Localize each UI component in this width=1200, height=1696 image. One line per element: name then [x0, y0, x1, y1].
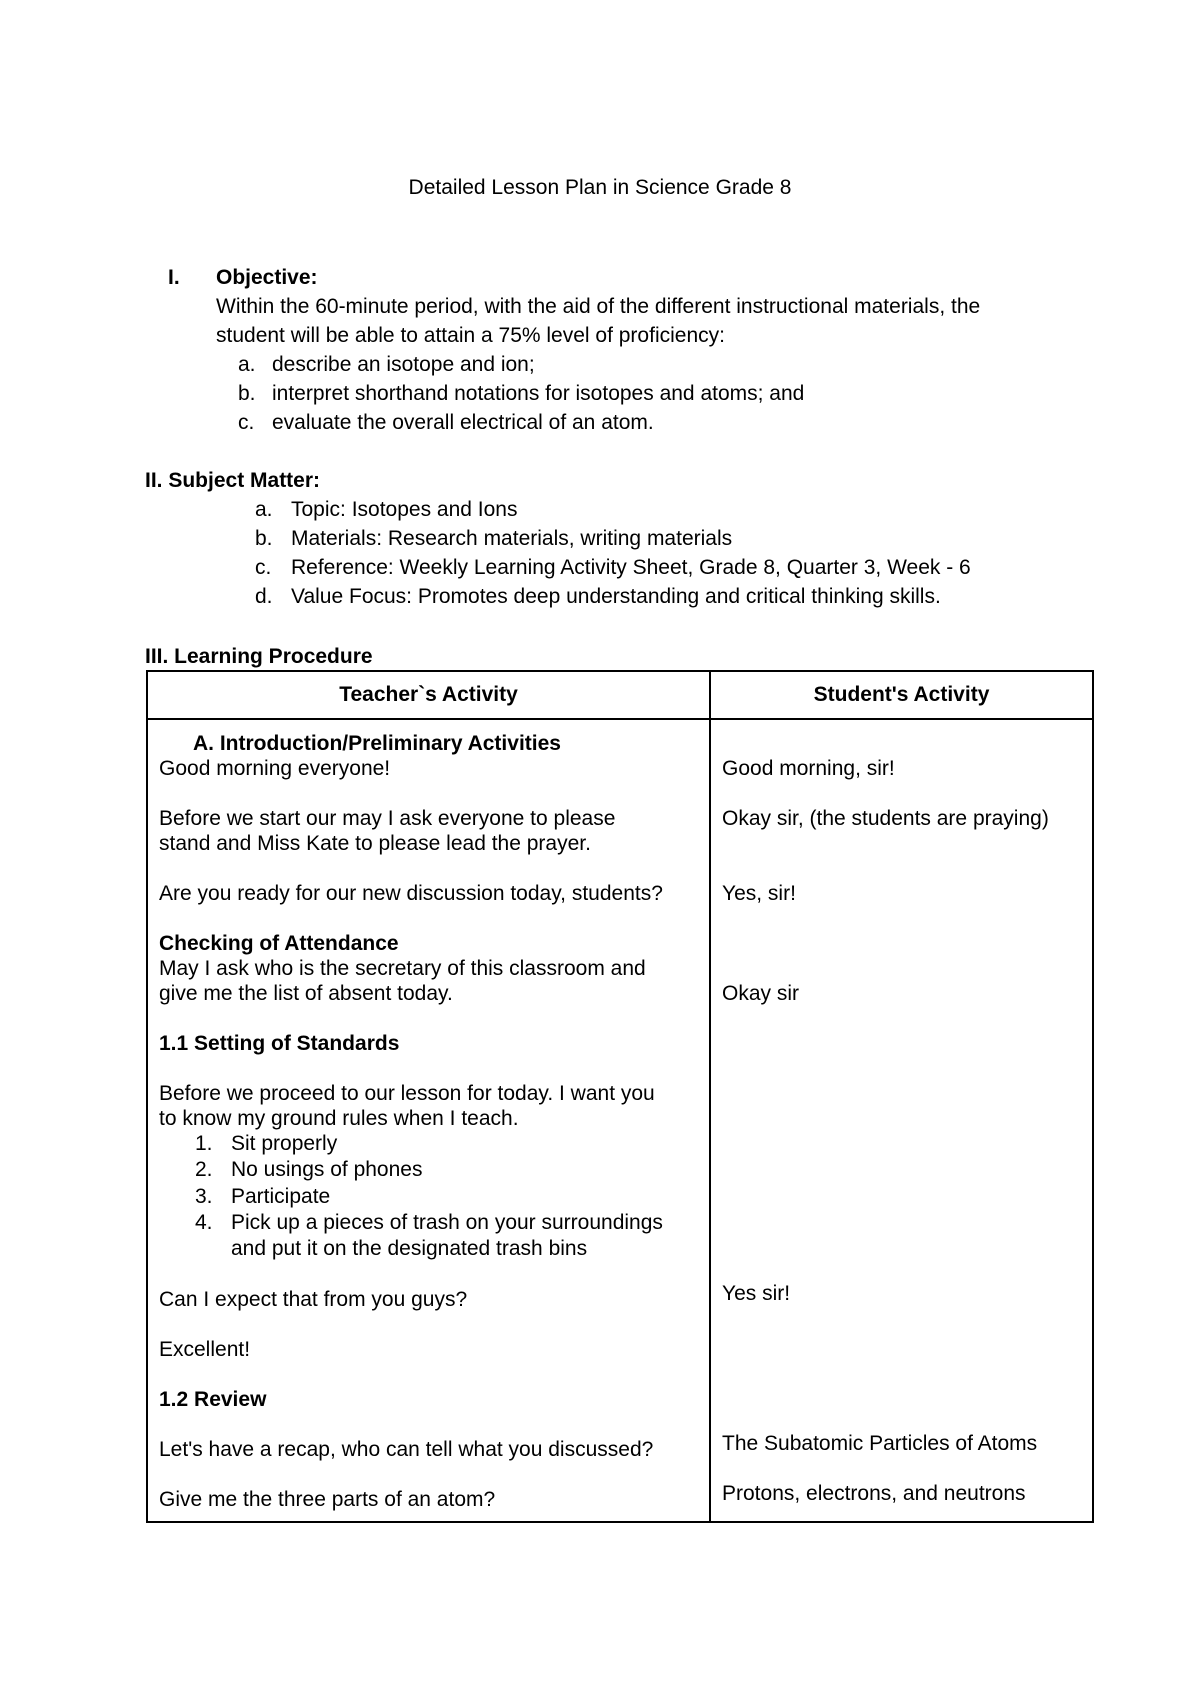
table-header-row — [147, 671, 1093, 719]
subject-matter-item: a. Topic: Isotopes and Ions — [255, 498, 518, 521]
student-line: The Subatomic Particles of Atoms — [722, 1432, 1038, 1455]
teacher-line: to know my ground rules when I teach. — [159, 1107, 519, 1130]
objective-intro-line: student will be able to attain a 75% level of proficiency: — [216, 324, 725, 347]
objective-intro-line: Within the 60-minute period, with the aid of the different instructional materials, the — [216, 295, 981, 318]
teacher-line: Are you ready for our new discussion today, students? — [159, 882, 663, 905]
subject-matter-item: d. Value Focus: Promotes deep understanding and critical thinking skills. — [255, 585, 941, 608]
ground-rule-item: 3. Participate — [195, 1184, 331, 1208]
student-line: Yes sir! — [722, 1282, 791, 1305]
objective-numeral: I. — [168, 266, 180, 289]
introduction-heading: A. Introduction/Preliminary Activities — [193, 732, 561, 755]
subject-matter-item: c. Reference: Weekly Learning Activity Sheet, Grade 8, Quarter 3, Week - 6 — [255, 556, 971, 579]
teacher-line: Excellent! — [159, 1338, 251, 1362]
learning-procedure-heading: III. Learning Procedure — [145, 645, 373, 668]
student-line: Good morning, sir! — [722, 757, 895, 780]
teacher-line: May I ask who is the secretary of this classroom and — [159, 957, 646, 980]
document-title: Detailed Lesson Plan in Science Grade 8 — [408, 176, 792, 199]
teacher-line: Can I expect that from you guys? — [159, 1288, 468, 1312]
teacher-line: stand and Miss Kate to please lead the prayer. — [159, 832, 591, 855]
objective-heading: Objective: — [216, 266, 318, 289]
teacher-line: Let's have a recap, who can tell what you discussed? — [159, 1438, 654, 1462]
ground-rules-list — [159, 1131, 698, 1262]
ground-rule-item: 2. No usings of phones — [195, 1158, 423, 1182]
learning-procedure-table — [146, 670, 1094, 1523]
ground-rule-item: 4. Pick up a pieces of trash on your surroundings and put it on the designated trash bins — [195, 1210, 663, 1260]
objective-item: b. interpret shorthand notations for isotopes and atoms; and — [238, 382, 805, 405]
subject-matter-section — [145, 468, 1105, 613]
table-row — [147, 719, 1093, 1522]
subject-matter-list — [145, 497, 1105, 613]
teacher-activity-header: Teacher`s Activity — [147, 671, 710, 719]
teacher-line: give me the list of absent today. — [159, 982, 453, 1005]
subject-matter-heading: II. Subject Matter: — [145, 469, 321, 492]
teacher-line: Before we proceed to our lesson for today. I want you — [159, 1082, 655, 1105]
setting-of-standards-heading: 1.1 Setting of Standards — [159, 1032, 400, 1055]
attendance-heading: Checking of Attendance — [159, 932, 399, 955]
review-heading: 1.2 Review — [159, 1388, 267, 1412]
objective-item: c. evaluate the overall electrical of an atom. — [238, 411, 654, 434]
student-line: Protons, electrons, and neutrons — [722, 1482, 1026, 1505]
teacher-line: Before we start our may I ask everyone to please — [159, 807, 616, 830]
objective-list — [200, 352, 804, 439]
ground-rule-item: 1. Sit properly — [195, 1132, 338, 1155]
student-activity-header: Student's Activity — [710, 671, 1093, 719]
student-line: Yes, sir! — [722, 882, 796, 905]
student-line: Okay sir, (the students are praying) — [722, 807, 1049, 830]
teacher-line: Good morning everyone! — [159, 757, 391, 780]
teacher-activity-cell — [147, 719, 710, 1522]
student-activity-cell — [710, 719, 1093, 1522]
subject-matter-item: b. Materials: Research materials, writing materials — [255, 527, 733, 550]
student-line: Okay sir — [722, 982, 800, 1005]
teacher-line: Give me the three parts of an atom? — [159, 1488, 496, 1512]
objective-item: a. describe an isotope and ion; — [238, 353, 535, 376]
